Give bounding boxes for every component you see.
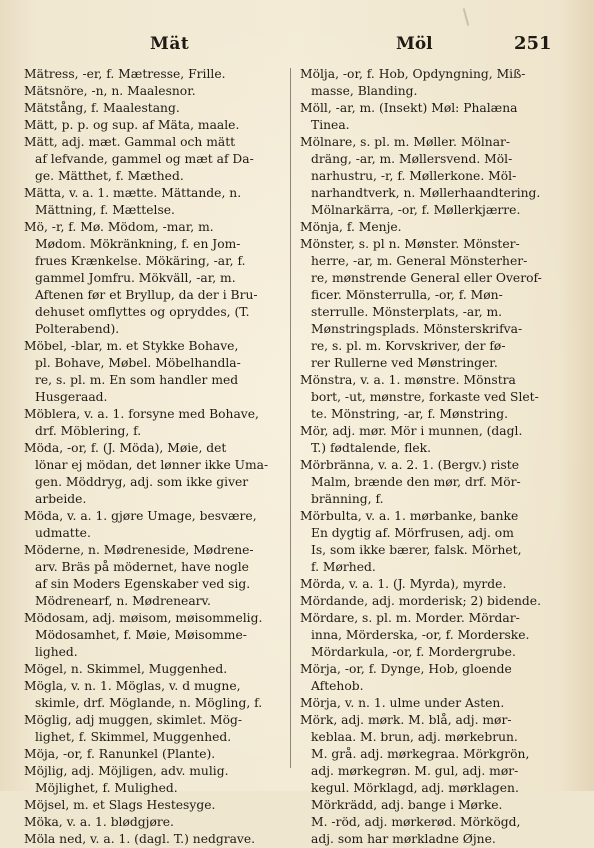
page-number: 251: [514, 33, 552, 54]
entry-line: masse, Blanding.: [311, 84, 418, 98]
entry-line: Polterabend).: [35, 322, 120, 336]
entry-line: Mölnare, s. pl. m. Møller. Mölnar-: [300, 135, 511, 149]
entry-line: Is, som ikke bærer, falsk. Mörhet,: [311, 543, 522, 557]
entry-line: adj. som har mørkladne Øjne.: [311, 832, 496, 846]
entry-line: Möja, -or, f. Ranunkel (Plante).: [24, 747, 216, 761]
entry-line: arv. Bräs på mödernet, have nogle: [35, 560, 249, 574]
entry-line: Mödrenearf, n. Mødrenearv.: [35, 594, 211, 608]
entry-line: pl. Bohave, Møbel. Möbelhandla-: [35, 356, 241, 370]
entry-line: Mörkrädd, adj. bange i Mørke.: [311, 798, 503, 812]
entry-line: re, s. pl. m. Korvskriver, der fø-: [311, 339, 506, 353]
entry-line: Möda, v. a. 1. gjøre Umage, besvære,: [24, 509, 257, 523]
entry-line: gammel Jomfru. Mökväll, -ar, m.: [35, 271, 236, 285]
entry-line: M. -röd, adj. mørkerød. Mörkögd,: [311, 815, 521, 829]
entry-line: udmatte.: [35, 526, 91, 540]
entry-line: bort, -ut, mønstre, forkaste ved Slet-: [311, 390, 539, 404]
entry-line: Mönja, f. Menje.: [300, 220, 402, 234]
right-column: [300, 66, 572, 846]
entry-line: inna, Mörderska, -or, f. Morderske.: [311, 628, 530, 642]
entry-line: lighed.: [35, 645, 78, 659]
entry-line: Mønstringsplads. Mönsterskrifva-: [311, 322, 523, 336]
entry-line: Mörda, v. a. 1. (J. Myrda), myrde.: [300, 577, 507, 591]
entry-line: lighet, f. Skimmel, Muggenhed.: [35, 730, 232, 744]
entry-line: te. Mönstring, -ar, f. Mønstring.: [311, 407, 509, 421]
entry-line: Mätta, v. a. 1. mætte. Mättande, n.: [24, 186, 242, 200]
entry-line: rer Rullerne ved Mønstringer.: [311, 356, 498, 370]
entry-line: Mättning, f. Mættelse.: [35, 203, 175, 217]
entry-line: Mødom. Mökränkning, f. en Jom-: [35, 237, 241, 251]
column-divider: [290, 68, 291, 768]
entry-line: narhustru, -r, f. Møllerkone. Möl-: [311, 169, 517, 183]
entry-line: arbeide.: [35, 492, 87, 506]
entry-line: Mörbulta, v. a. 1. mørbanke, banke: [300, 509, 519, 523]
entry-line: af sin Moders Egenskaber ved sig.: [35, 577, 251, 591]
entry-line: dräng, -ar, m. Møllersvend. Möl-: [311, 152, 513, 166]
entry-line: Mätt, adj. mæt. Gammal och mätt: [24, 135, 236, 149]
entry-line: f. Mørhed.: [311, 560, 376, 574]
running-head-left: Mät: [150, 34, 190, 54]
entry-line: Möka, v. a. 1. blødgjøre.: [24, 815, 174, 829]
entry-line: Malm, brænde den mør, drf. Mör-: [311, 475, 521, 489]
entry-line: Möblera, v. a. 1. forsyne med Bohave,: [24, 407, 259, 421]
entry-line: Mölnarkärra, -or, f. Møllerkjærre.: [311, 203, 521, 217]
entry-line: T.) fødtalende, flek.: [311, 441, 432, 455]
entry-line: Mödosam, adj. møisom, møisommelig.: [24, 611, 263, 625]
entry-line: Mörk, adj. mørk. M. blå, adj. mør-: [300, 713, 512, 727]
entry-line: Husgeraad.: [35, 390, 108, 404]
entry-line: Mögla, v. n. 1. Möglas, v. d mugne,: [24, 679, 241, 693]
entry-line: Mönster, s. pl n. Mønster. Mönster-: [300, 237, 520, 251]
entry-line: Möda, -or, f. (J. Möda), Møie, det: [24, 441, 227, 455]
entry-line: Möglig, adj muggen, skimlet. Mög-: [24, 713, 243, 727]
entry-line: Mörbränna, v. a. 2. 1. (Bergv.) riste: [300, 458, 519, 472]
entry-line: Möla ned, v. a. 1. (dagl. T.) nedgrave.: [24, 832, 256, 846]
entry-line: gen. Möddryg, adj. som ikke giver: [35, 475, 249, 489]
entry-line: narhandtverk, n. Møllerhaandtering.: [311, 186, 541, 200]
entry-line: Mörja, -or, f. Dynge, Hob, gloende: [300, 662, 512, 676]
entry-line: Mätsnöre, -n, n. Maalesnor.: [24, 84, 196, 98]
entry-line: Mölja, -or, f. Hob, Opdyngning, Miß-: [300, 67, 526, 81]
entry-line: herre, -ar, m. General Mönsterher-: [311, 254, 528, 268]
entry-line: Mätstång, f. Maalestang.: [24, 101, 180, 115]
entry-line: re, mønstrende General eller Overof-: [311, 271, 542, 285]
entry-line: sterrulle. Mönsterplats, -ar, m.: [311, 305, 503, 319]
entry-line: skimle, drf. Möglande, n. Mögling, f.: [35, 696, 263, 710]
entry-line: adj. mørkegrøn. M. gul, adj. mør-: [311, 764, 519, 778]
entry-line: Mö, -r, f. Mø. Mödom, -mar, m.: [24, 220, 214, 234]
entry-line: Mödosamhet, f. Møie, Møisomme-: [35, 628, 247, 642]
entry-line: Tinea.: [311, 118, 350, 132]
entry-line: Möjlig, adj. Möjligen, adv. mulig.: [24, 764, 229, 778]
left-column: [24, 66, 282, 846]
entry-line: Mögel, n. Skimmel, Muggenhed.: [24, 662, 228, 676]
entry-line: Möbel, -blar, m. et Stykke Bohave,: [24, 339, 239, 353]
entry-line: Aftehob.: [311, 679, 364, 693]
paper-mark: [463, 8, 470, 26]
entry-line: En dygtig af. Mörfrusen, adj. om: [311, 526, 514, 540]
entry-line: bränning, f.: [311, 492, 384, 506]
entry-line: ge. Mätthet, f. Mæthed.: [35, 169, 184, 183]
running-head-right: Möl: [396, 34, 433, 54]
entry-line: Mätt, p. p. og sup. af Mäta, maale.: [24, 118, 240, 132]
entry-line: ficer. Mönsterrulla, -or, f. Møn-: [311, 288, 503, 302]
entry-line: Mör, adj. mør. Mör i munnen, (dagl.: [300, 424, 523, 438]
entry-line: Mätress, -er, f. Mætresse, Frille.: [24, 67, 226, 81]
entry-line: af lefvande, gammel og mæt af Da-: [35, 152, 254, 166]
entry-line: Möjsel, m. et Slags Hestesyge.: [24, 798, 216, 812]
entry-line: keblaa. M. brun, adj. mørkebrun.: [311, 730, 518, 744]
entry-line: lönar ej mödan, det lønner ikke Uma-: [35, 458, 269, 472]
entry-line: Aftenen før et Bryllup, da der i Bru-: [35, 288, 258, 302]
entry-line: kegul. Mörklagd, adj. mørklagen.: [311, 781, 519, 795]
entry-line: drf. Möblering, f.: [35, 424, 142, 438]
entry-line: M. grå. adj. mørkegraa. Mörkgrön,: [311, 747, 530, 761]
entry-line: Mördare, s. pl. m. Morder. Mördar-: [300, 611, 520, 625]
entry-line: re, s. pl. m. En som handler med: [35, 373, 239, 387]
entry-line: Möjlighet, f. Mulighed.: [35, 781, 178, 795]
entry-line: Mördande, adj. morderisk; 2) bidende.: [300, 594, 541, 608]
entry-line: Mördarkula, -or, f. Mordergrube.: [311, 645, 516, 659]
entry-line: Mönstra, v. a. 1. mønstre. Mönstra: [300, 373, 516, 387]
entry-line: Mörja, v. n. 1. ulme under Asten.: [300, 696, 505, 710]
entry-line: Möderne, n. Mødreneside, Mødrene-: [24, 543, 254, 557]
entry-line: dehuset omflyttes og opryddes, (T.: [35, 305, 250, 319]
entry-line: frues Krænkelse. Mökäring, -ar, f.: [35, 254, 246, 268]
entry-line: Möll, -ar, m. (Insekt) Møl: Phalæna: [300, 101, 518, 115]
